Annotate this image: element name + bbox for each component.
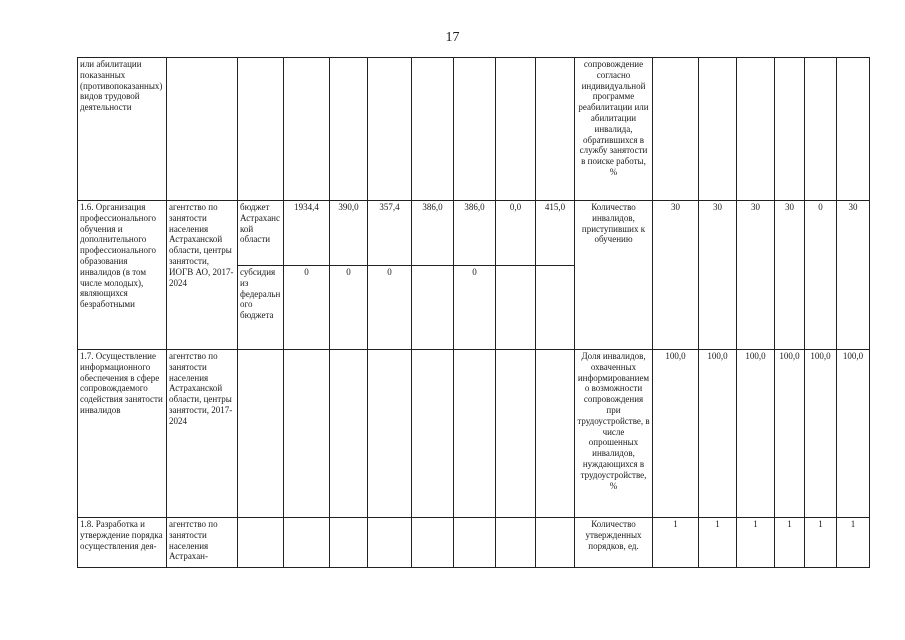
funding-value-cell: 415,0: [536, 201, 575, 266]
target-value-cell: 30: [837, 201, 870, 350]
target-value-cell: 30: [699, 201, 737, 350]
funding-value-cell: [496, 266, 536, 350]
table-row: [78, 58, 870, 201]
program-activities-table: [77, 57, 870, 568]
target-value-cell: 1: [805, 518, 837, 568]
funding-source-cell: бюджет Астраханской области: [238, 201, 284, 266]
table-row: [78, 201, 870, 266]
target-value-cell: 100,0: [775, 350, 805, 518]
target-value-cell: 1: [837, 518, 870, 568]
funding-source-cell: субсидия из федерального бюджета: [238, 266, 284, 350]
activity-name-cell: 1.7. Осуществление информационного обеспечения в сфере сопровождаемого содействия занятости инвалидов: [78, 350, 167, 518]
funding-value-cell: 0: [368, 266, 412, 350]
indicator-cell: Количество инвалидов, приступивших к обучению: [575, 201, 653, 350]
target-value-cell: 1: [737, 518, 775, 568]
funding-value-cell: 0: [330, 266, 368, 350]
target-value-cell: 1: [699, 518, 737, 568]
target-value-cell: 1: [653, 518, 699, 568]
funding-value-cell: 390,0: [330, 201, 368, 266]
target-value-cell: 0: [805, 201, 837, 350]
funding-value-cell: 386,0: [412, 201, 454, 266]
activity-name-cell: 1.8. Разработка и утверждение порядка осуществления дея-: [78, 518, 167, 568]
target-value-cell: 30: [775, 201, 805, 350]
page-number: 17: [445, 30, 460, 45]
funding-value-cell: [536, 266, 575, 350]
executor-cell: агентство по занятости населения Астраханской области, центры занятости, ИОГВ АО, 2017-2024: [167, 201, 238, 350]
target-value-cell: 100,0: [699, 350, 737, 518]
target-value-cell: 100,0: [653, 350, 699, 518]
target-value-cell: 100,0: [805, 350, 837, 518]
activity-name-cell: 1.6. Организация профессионального обучения и дополнительного профессионального образования инвалидов (в том числе молодых), являющихся безработными: [78, 201, 167, 350]
table-row: [78, 350, 870, 518]
funding-value-cell: 1934,4: [284, 201, 330, 266]
table-row: [78, 518, 870, 568]
funding-value-cell: 0: [284, 266, 330, 350]
executor-cell: агентство по занятости населения Астрахан-: [167, 518, 238, 568]
executor-cell: агентство по занятости населения Астраханской области, центры занятости, 2017-2024: [167, 350, 238, 518]
funding-value-cell: 0: [454, 266, 496, 350]
target-value-cell: 1: [775, 518, 805, 568]
funding-value-cell: [412, 266, 454, 350]
indicator-cell: Количество утвержденных порядков, ед.: [575, 518, 653, 568]
indicator-cell: Доля инвалидов, охваченных информированием о возможности сопровождения при трудоустройстве, в числе опрошенных инвалидов, нуждающихся в трудоустройстве, %: [575, 350, 653, 518]
target-value-cell: 30: [653, 201, 699, 350]
activity-name-cell: или абилитации показанных (противопоказанных) видов трудовой деятельности: [78, 58, 167, 201]
funding-value-cell: 386,0: [454, 201, 496, 266]
funding-value-cell: 0,0: [496, 201, 536, 266]
target-value-cell: 100,0: [837, 350, 870, 518]
indicator-cell: сопровождение согласно индивидуальной программе реабилитации или абилитации инвалида, обратившихся в службу занятости в поиске работы, %: [575, 58, 653, 201]
funding-value-cell: 357,4: [368, 201, 412, 266]
target-value-cell: 100,0: [737, 350, 775, 518]
target-value-cell: 30: [737, 201, 775, 350]
